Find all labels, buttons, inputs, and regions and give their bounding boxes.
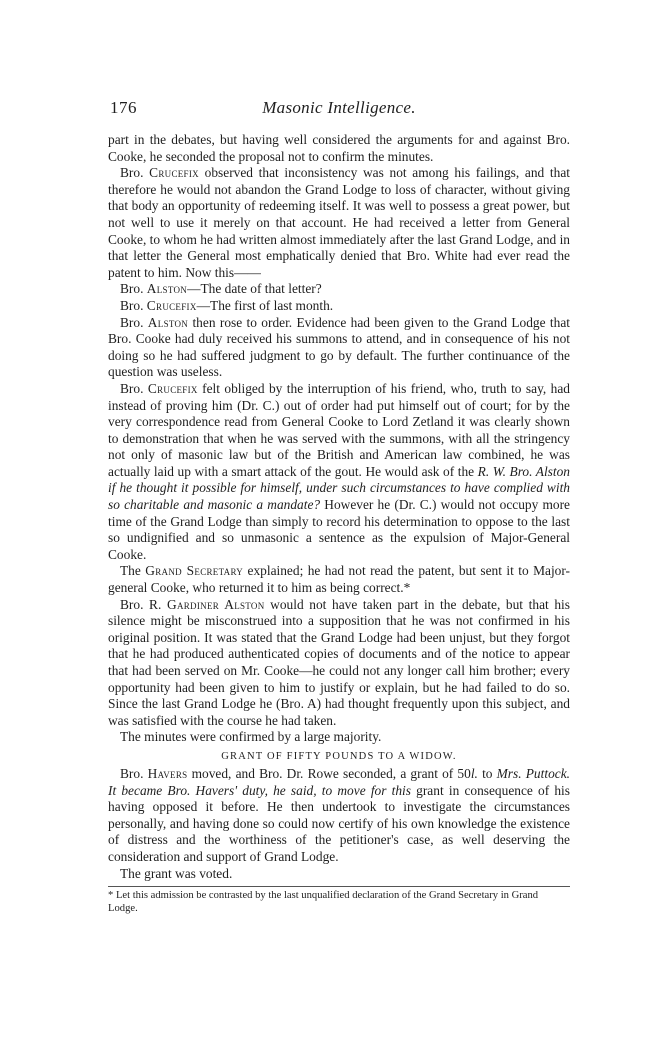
text-run: would not have taken part in the debate, but that his silence might be misconstrued into a supposition that he was not confirmed in his original position. It was stated that the Grand Lodge had been unjust, but they forgot that he had produced authenticated copies of documents and of the notice to appear that had been served on Mr. Cooke—he could not any longer call him brother; every opportunity had been given to him to justify or explain, but he had failed to do so. Since the last Grand Lodge he (Bro. A) had thought frequently upon this subject, and was satisfied with the course he had taken. <box>108 596 570 728</box>
speaker-name: Alston <box>147 314 189 330</box>
italic-text: Mrs. Puttock. It became Bro. Havers' duty, he said, to move for this <box>108 765 570 798</box>
text-run: —The date of that letter? <box>187 281 322 297</box>
text-run: Bro. <box>120 281 147 297</box>
book-page <box>108 98 570 916</box>
running-head <box>108 98 570 124</box>
paragraph <box>108 729 570 746</box>
text-run: moved, and Bro. Dr. Rowe seconded, a grant of 50 <box>187 765 471 781</box>
italic-text: R. W. Bro. Alston if he thought it possible for himself, under such circumstances to have complied with so charitable and masonic a mandate? <box>108 463 570 513</box>
text-run: Bro. <box>120 165 150 181</box>
paragraph <box>108 563 570 596</box>
paragraph <box>108 132 570 165</box>
page-number: 176 <box>110 98 137 117</box>
speaker-name: Crucefix <box>147 380 198 396</box>
text-run: —The first of last month. <box>196 297 334 313</box>
text-run: grant in consequence of his having opposed it before. He then undertook to investigate the circumstances personally, and having done so could now certify of his own knowledge the existence of distress and the worthiness of the petitioner's case, as well deserving the consideration and support of Grand Lodge. <box>108 782 570 864</box>
paragraph <box>108 766 570 866</box>
paragraph <box>108 281 570 298</box>
paragraph <box>108 298 570 315</box>
paragraph <box>108 597 570 730</box>
text-run: part in the debates, but having well considered the arguments for and against Bro. Cooke, he seconded the proposal not to confirm the minutes. <box>108 132 570 164</box>
text-run: observed that inconsistency was not among his failings, and that therefore he would not abandon the Grand Lodge to loss of character, without giving that body an opportunity of redeeming itself. It was well to possess a great power, but not well to use it merely on that account. He had received a letter from General Cooke, to whom he had written almost immediately after the last Grand Lodge, and in that letter the General most emphatically denied that Bro. White had ever read the patent to him. Now this—— <box>108 165 571 280</box>
speaker-name: Havers <box>147 765 188 781</box>
text-run: then rose to order. Evidence had been given to the Grand Lodge that Bro. Cooke had duly received his summons to attend, and in consequence of his not doing so he had suffered judgment to go by default. The further continuance of the question was useless. <box>108 314 571 380</box>
speaker-name: Alston <box>146 281 188 297</box>
text-run: to <box>477 765 497 781</box>
text-run: Bro. <box>120 314 148 330</box>
text-run: explained; he had not read the patent, but sent it to Major-general Cooke, who returned it to him as being correct.* <box>108 563 571 596</box>
footnote-rule <box>108 886 570 887</box>
text-run: The minutes were confirmed by a large majority. <box>120 729 382 745</box>
article-body <box>108 132 570 882</box>
footnote: * Let this admission be contrasted by the last unqualified declaration of the Grand Secretary in Grand Lodge. <box>108 890 539 914</box>
running-title: Masonic Intelligence. <box>262 98 416 117</box>
text-run: Bro. <box>120 765 148 781</box>
text-run: Bro. <box>120 380 148 396</box>
paragraph <box>108 866 570 883</box>
section-heading: GRANT OF FIFTY POUNDS TO A WIDOW. <box>221 750 457 762</box>
speaker-name: Gardiner Alston <box>166 596 265 612</box>
speaker-name: Grand Secretary <box>145 563 244 579</box>
text-run: However he (Dr. C.) would not occupy more time of the Grand Lodge than simply to record his determination to oppose to the last so undignified and so unmasonic a sentence as the expulsion of Major-General Cooke. <box>108 497 570 562</box>
text-run: felt obliged by the interruption of his friend, who, truth to say, had instead of proving him (Dr. C.) out of order had put himself out of court; for by the very correspondence read from General Cooke to Lord Zetland it was clearly shown to demonstration that when he was served with the summons, with all the stringency not only of masonic law but of the British and American law combined, he was actually laid up with a smart attack of the gout. He would ask of the <box>108 380 570 479</box>
text-run: Bro. R. <box>120 596 167 612</box>
text-run: Bro. <box>120 297 147 313</box>
text-run: The grant was voted. <box>120 865 233 881</box>
speaker-name: Crucefix <box>146 297 197 313</box>
text-run: The <box>120 563 146 579</box>
paragraph <box>108 315 570 381</box>
speaker-name: Crucefix <box>149 165 199 181</box>
paragraph <box>108 381 570 564</box>
paragraph <box>108 165 570 281</box>
italic-text: l. <box>470 765 478 781</box>
